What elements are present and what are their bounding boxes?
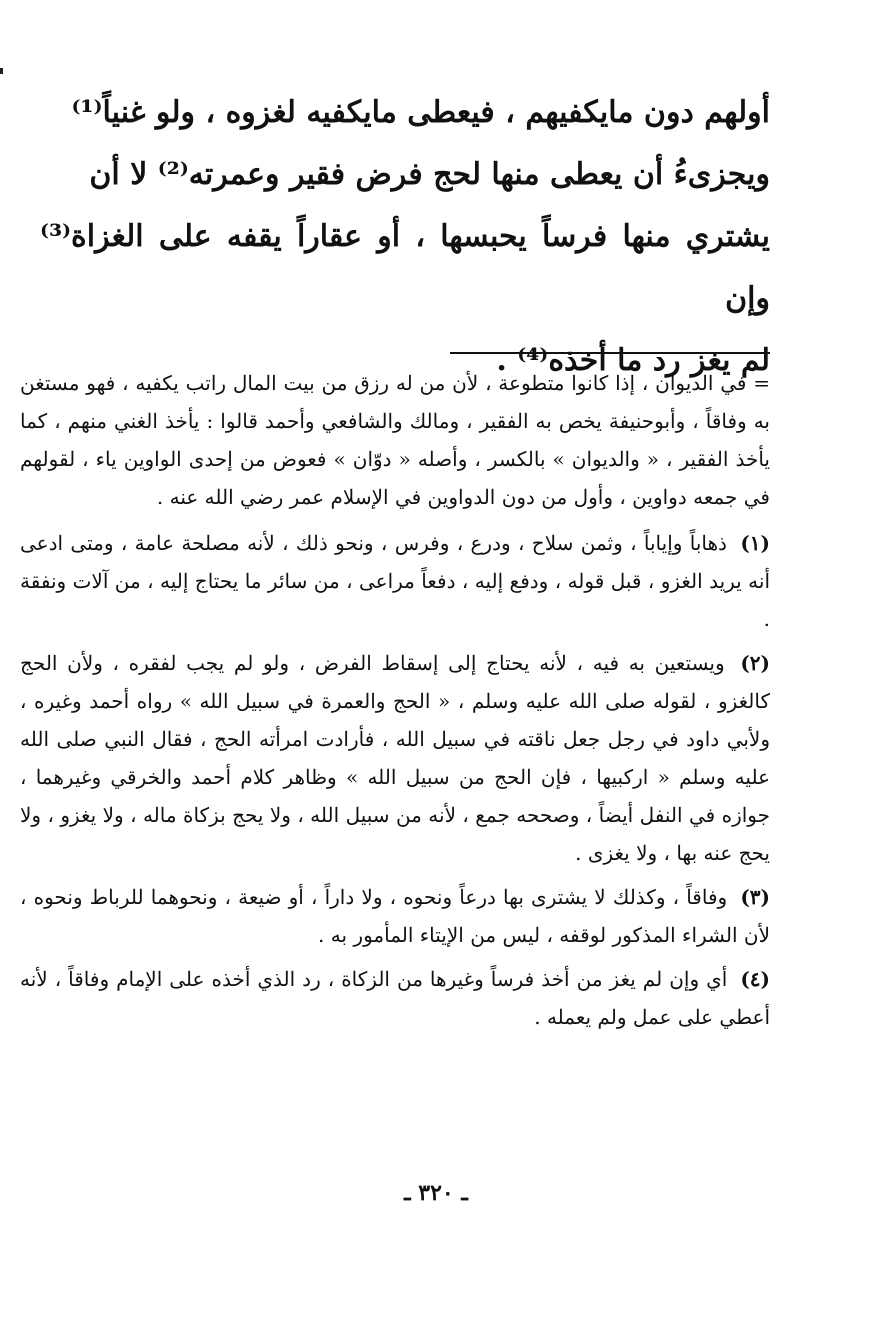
footnote	[20, 644, 770, 872]
page-number: ـ ٣٢٠ ـ	[404, 1180, 468, 1206]
scan-edge-mark	[0, 68, 3, 74]
footnote-text: ويستعين به فيه ، لأنه يحتاج إلى إسقاط الفرض ، ولو لم يجب لفقره ، ولأن الحج كالغزو ، لقوله صلى الله عليه وسلم ، « الحج والعمرة في سبيل الله » رواه أحمد وغيره ، ولأبي داود في رجل جعل ناقته في سبيل الله ، فأرادت امرأته الحج ، فقال النبي صلى الله عليه وسلم « اركبيها ، فإن الحج من سبيل الله » وظاهر كلام أحمد والخرقي وغيرهما ، جوازه في النفل أيضاً ، وصححه جمع ، لأنه من سبيل الله ، ولا يحج بزكاة ماله ، ولا يغزو ، ولا يحج عنه بها ، ولا يغزى .	[20, 651, 770, 865]
main-line: أولهم دون مايكفيهم ، فيعطى مايكفيه لغزوه ، ولو غنياً⁽¹⁾	[71, 95, 770, 130]
footnote-number: (٣)	[740, 885, 771, 909]
main-line: ويجزىءُ أن يعطى منها لحج فرض فقير وعمرته⁽²⁾ لا أن	[89, 157, 770, 192]
main-line: لم يغز رد ما أخذه⁽⁴⁾ .	[496, 343, 770, 378]
footnote-number: (٢)	[740, 651, 770, 675]
footnote	[20, 878, 770, 954]
footnote	[20, 524, 770, 638]
footnotes	[20, 364, 770, 1042]
footnote-text: وفاقاً ، وكذلك لا يشترى بها درعاً ونحوه ، ولا داراً ، أو ضيعة ، ونحوهما للرباط ونحوه ، لأن الشراء المذكور لوقفه ، ليس من الإيتاء المأمور به .	[20, 885, 770, 947]
main-text	[40, 82, 770, 392]
footnote-text: ذهاباً وإياباً ، وثمن سلاح ، ودرع ، وفرس ، ونحو ذلك ، لأنه مصلحة عامة ، ومتى ادعى أنه يريد الغزو ، قبل قوله ، ودفع إليه ، دفعاً مراعى ، من سائر ما يحتاج إليه ، من آلات ونفقة .	[20, 531, 770, 631]
footnote-text: أي وإن لم يغز من أخذ فرساً وغيرها من الزكاة ، رد الذي أخذه على الإمام وفاقاً ، لأنه أعطي على عمل ولم يعمله .	[20, 967, 770, 1029]
footnote	[20, 960, 770, 1036]
footnote-continuation: = في الديوان ، إذا كانوا متطوعة ، لأن من له رزق من بيت المال راتب يكفيه ، فهو مستغن به وفاقاً ، وأبوحنيفة يخص به الفقير ، ومالك والشافعي وأحمد قالوا : يأخذ الغني منهم ، كما يأخذ الفقير ، « والديوان » بالكسر ، وأصله « دوّان » فعوض من إحدى الواوين ياء ، لقولهم في جمعه دواوين ، وأول من دون الدواوين في الإسلام عمر رضي الله عنه .	[20, 371, 770, 509]
footnote-number: (٤)	[740, 967, 770, 991]
footnote-number: (١)	[740, 531, 770, 555]
footnote-separator	[450, 352, 770, 354]
main-line: يشتري منها فرساً يحبسها ، أو عقاراً يقفه على الغزاة⁽³⁾ وإن	[40, 219, 770, 316]
